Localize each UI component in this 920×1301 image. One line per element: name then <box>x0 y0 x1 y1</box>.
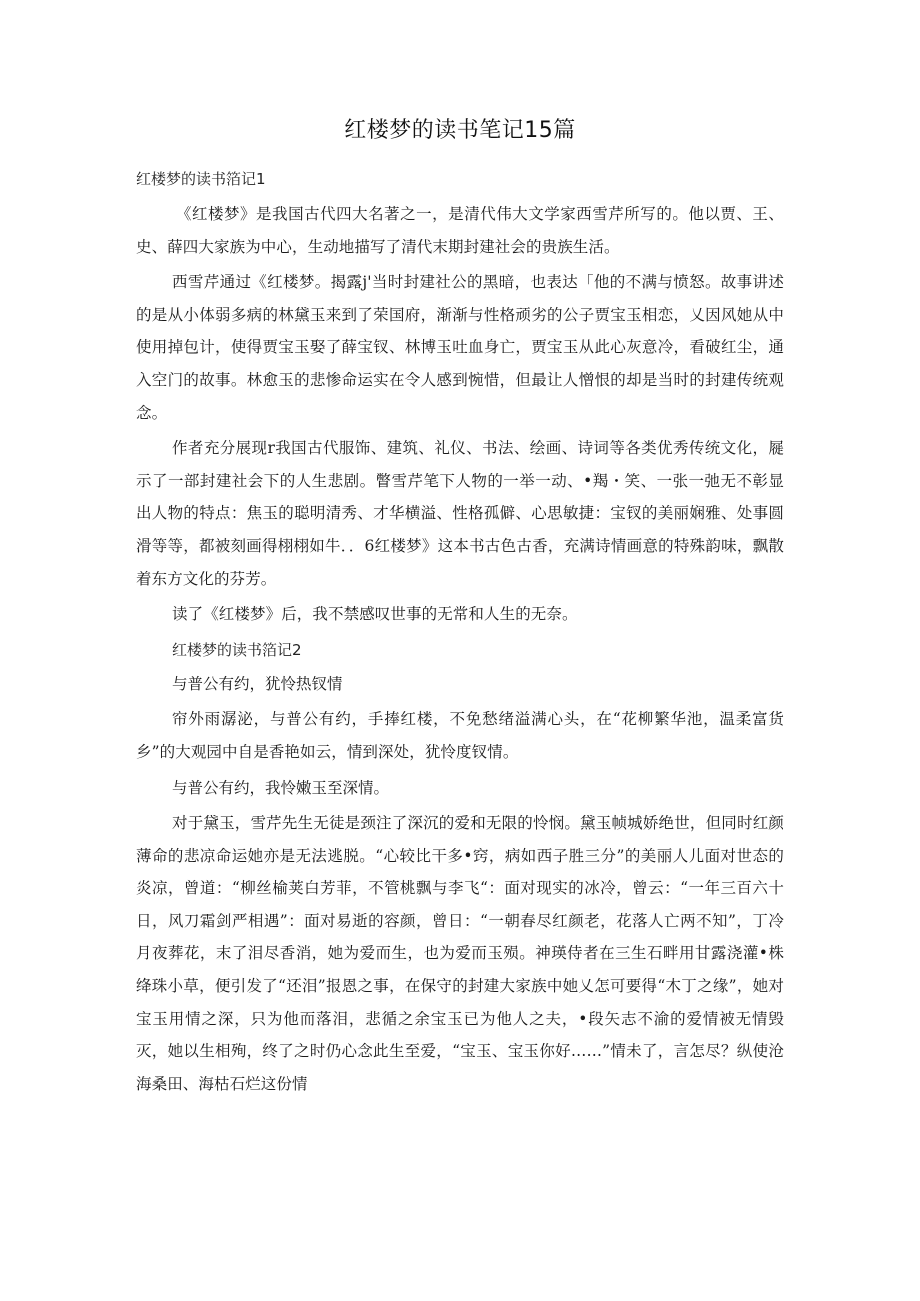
paragraph-2: 西雪芹通过《红楼梦。揭露j'当时封建社公的黑暗，也表达「他的不满与愤怒。故事讲述的是从小体弱多病的林黛玉来到了荣国府，渐渐与性格顽劣的公子贾宝玉相恋，乂因风她从中使用掉包计，使得贾宝玉娶了薛宝钗、林博玉吐血身亡，贾宝玉从此心灰意冷，看破红尘，通入空门的故事。林愈玉的悲惨命运实在令人感到惋惜，但最让人憎恨的却是当时的封建传统观念。 <box>136 273 784 422</box>
paragraph-6: 帘外雨潺泌，与普公有约，手捧红楼，不免愁绪溢满心头，在“花柳繁华池，温柔富货乡”的大观园中自是香艳如云，情到深处，犹怜度钗情。 <box>136 710 784 761</box>
document-title: 红楼梦的读书笔记15篇 <box>344 118 576 143</box>
section-heading-2: 红楼梦的读书箔记2 <box>172 640 302 659</box>
paragraph-1: 《红楼梦》是我国古代四大名著之一，是清代伟大文学家西雪芹所写的。他以贾、王、史、薛四大家族为中心，生动地描写了清代末期封建社会的贵族生活。 <box>136 205 784 256</box>
paragraph-7: 与普公有约，我怜嫩玉至深情。 <box>172 778 390 797</box>
section-heading-1: 红楼梦的读书箔记1 <box>136 170 266 188</box>
paragraph-5: 与普公有约，犹怜热钗情 <box>172 674 343 693</box>
paragraph-4: 读了《红楼梦》后，我不禁感叹世事的无常和人生的无奈。 <box>172 605 578 624</box>
paragraph-8: 对于黛玉，雪芹先生无徒是颈注了深沉的爱和无限的怜悯。黛玉帧城娇绝世，但同时红颜薄命的悲凉命运她亦是无法逃脱。“心较比干多•窍，病如西子胜三分”的美丽人儿面对世态的炎凉，曾道：“柳丝榆荚白芳菲，不管桃飘与李飞“：面对现实的冰冷，曾云：“一年三百六十日，风刀霜剑严相遇”：面对易逝的容颜，曾日：“一朝春尽红颜老，花落人亡两不知”，丁冷月夜葬花，末了泪尽香消，她为爱而生，也为爱而玉殒。神瑛侍者在三生石畔用甘露浇灌•株绛珠小草，便引发了“还泪”报恩之事，在保守的封建大家族中她乂怎可要得“木丁之缘”，她对宝玉用情之深，只为他而落泪，悲循之余宝玉已为他人之夫，•段矢志不渝的爱情被无情毁灭，她以生相殉，终了之时仍心念此生至爱，“宝玉、宝玉你好……”情未了，言怎尽？纵使沧海桑田、海枯石烂这份情 <box>136 814 784 1093</box>
paragraph-3: 作者充分展现r我国古代服饰、建筑、礼仪、书法、绘画、诗词等各类优秀传统文化，屣示了一部封建社会下的人生悲剧。瞥雪芹笔下人物的一举一动、•羯・笑、一张一弛无不彰显出人物的特点：焦玉的聪明清秀、才华横溢、性格孤僻、心思敏捷：宝钗的美丽娴雅、处事圆滑等等，都被刻画得栩栩如牛．．6红楼梦》这本书古色古香，充满诗情画意的特殊韵味，飘散着东方文化的芬芳。 <box>136 439 784 588</box>
document-body <box>136 164 784 1100</box>
